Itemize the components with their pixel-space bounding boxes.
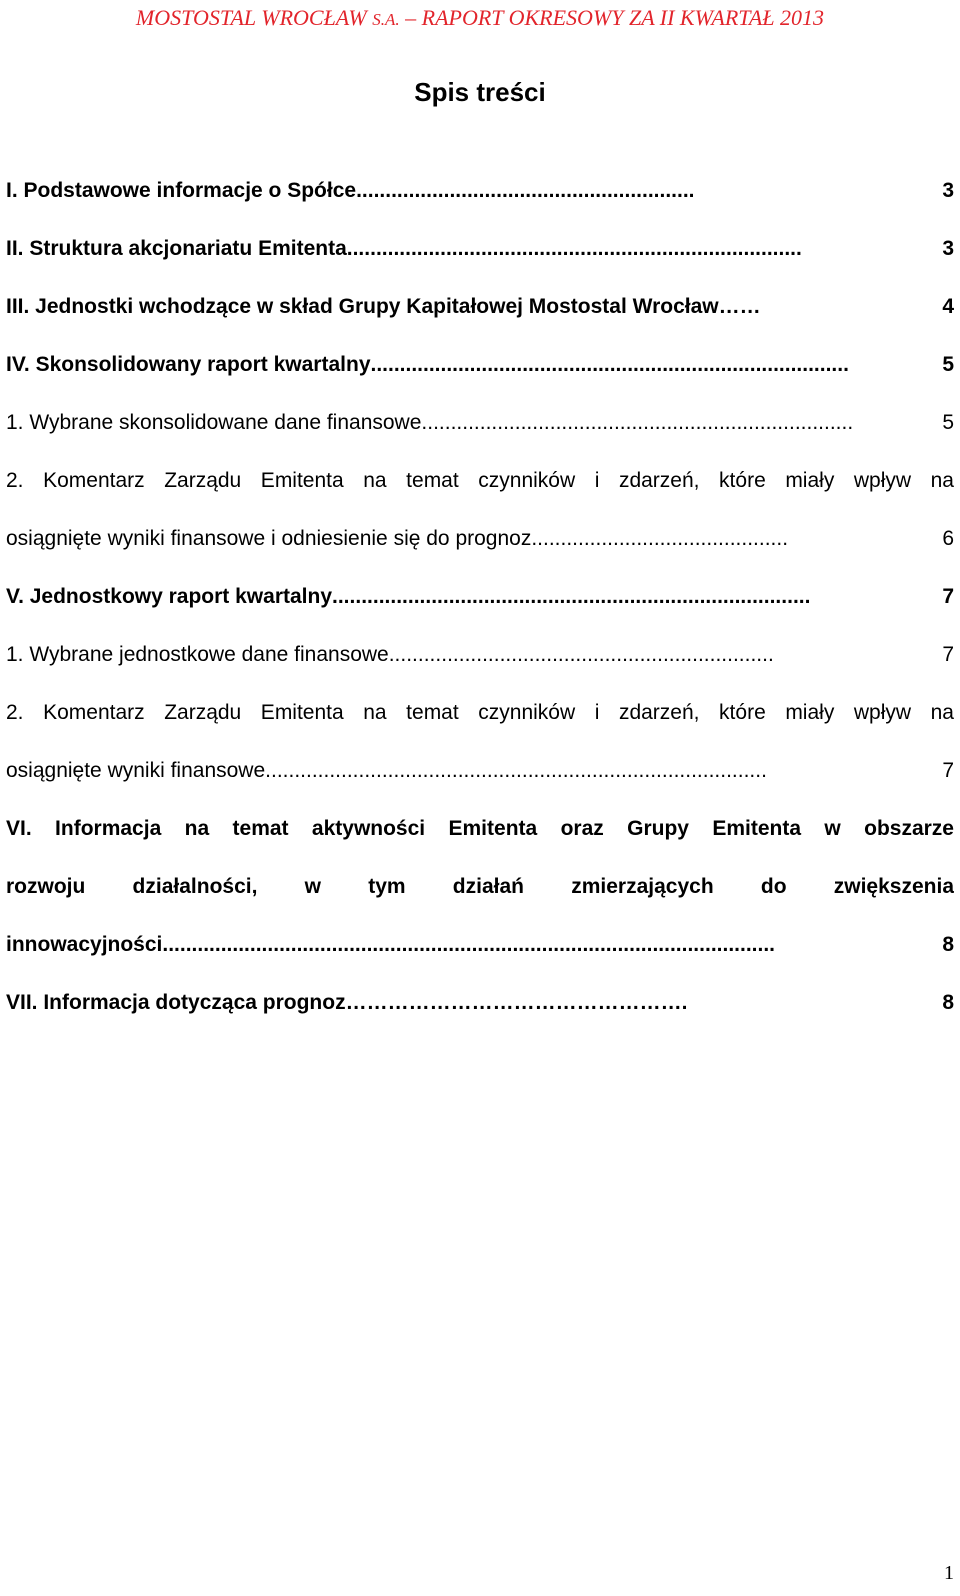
toc-entry-text: IV. Skonsolidowany raport kwartalny	[6, 353, 371, 376]
header-company: MOSTOSTAL WROCŁAW	[135, 5, 373, 30]
toc-entry-text: II. Struktura akcjonariatu Emitenta	[6, 237, 347, 260]
toc-leader: ……	[718, 295, 761, 318]
toc-page: 5	[942, 411, 954, 434]
toc-leader: ..................................................................	[388, 643, 774, 666]
toc-entry-text: V. Jednostkowy raport kwartalny	[6, 585, 333, 608]
toc-leader: ..........................................................	[356, 179, 695, 202]
toc-entry-text: 2. Komentarz Zarządu Emitenta na temat czynników i zdarzeń, które miały wpływ na	[6, 701, 954, 724]
toc-entry-text: VII. Informacja dotycząca prognoz	[6, 991, 346, 1014]
toc-entry[interactable]	[6, 814, 954, 872]
header-report-title: – RAPORT OKRESOWY ZA II KWARTAŁ 2013	[399, 5, 825, 30]
page-number: 1	[944, 1562, 954, 1584]
toc-entry[interactable]	[6, 524, 954, 582]
toc-leader: ..............................................................................	[346, 237, 802, 260]
toc-entry[interactable]	[6, 988, 954, 1046]
toc-entry-text: VI. Informacja na temat aktywności Emitenta oraz Grupy Emitenta w obszarze	[6, 817, 954, 840]
toc-entry[interactable]	[6, 640, 954, 698]
toc-leader: ………………………………………….	[345, 991, 688, 1014]
table-of-contents	[6, 176, 954, 1046]
toc-entry[interactable]	[6, 930, 954, 988]
toc-page: 3	[942, 179, 954, 202]
toc-entry-text: 1. Wybrane skonsolidowane dane finansowe	[6, 411, 422, 434]
toc-page: 8	[942, 933, 954, 956]
toc-entry[interactable]	[6, 756, 954, 814]
toc-leader: ..........................................................................	[421, 411, 854, 434]
toc-entry-text: III. Jednostki wchodzące w skład Grupy Kapitałowej Mostostal Wrocław	[6, 295, 719, 318]
toc-entry-text: osiągnięte wyniki finansowe i odniesienie się do prognoz	[6, 527, 532, 550]
toc-page: 8	[942, 991, 954, 1014]
toc-page: 7	[942, 643, 954, 666]
toc-entry[interactable]	[6, 350, 954, 408]
toc-leader: ............................................	[531, 527, 789, 550]
header-legal-form: S.A.	[372, 10, 400, 29]
toc-page: 7	[942, 585, 954, 608]
toc-entry[interactable]	[6, 582, 954, 640]
toc-entry-text: innowacyjności	[6, 933, 163, 956]
toc-entry[interactable]	[6, 466, 954, 524]
toc-entry[interactable]	[6, 408, 954, 466]
toc-leader: .....................................................................................	[270, 759, 767, 782]
toc-entry[interactable]	[6, 698, 954, 756]
toc-page: 5	[942, 353, 954, 376]
toc-page: 3	[942, 237, 954, 260]
page-header	[0, 4, 960, 34]
page-title: Spis treści	[414, 77, 546, 107]
toc-leader: ..................................................................................	[332, 585, 811, 608]
toc-leader: ..................................................................................	[370, 353, 849, 376]
toc-entry[interactable]	[6, 872, 954, 930]
toc-entry-text: 1. Wybrane jednostkowe dane finansowe	[6, 643, 389, 666]
toc-page: 7	[942, 759, 954, 782]
toc-entry-text: I. Podstawowe informacje o Spółce	[6, 179, 357, 202]
toc-entry[interactable]	[6, 176, 954, 234]
toc-page: 4	[942, 295, 954, 318]
toc-entry[interactable]	[6, 292, 954, 350]
toc-entry[interactable]	[6, 234, 954, 292]
toc-entry-text: rozwoju działalności, w tym działań zmierzających do zwiększenia	[6, 875, 954, 898]
toc-entry-text: 2. Komentarz Zarządu Emitenta na temat czynników i zdarzeń, które miały wpływ na	[6, 469, 954, 492]
toc-leader: .........................................................................................................	[162, 933, 775, 956]
toc-page: 6	[942, 527, 954, 550]
toc-entry-text: osiągnięte wyniki finansowe.	[6, 759, 271, 782]
